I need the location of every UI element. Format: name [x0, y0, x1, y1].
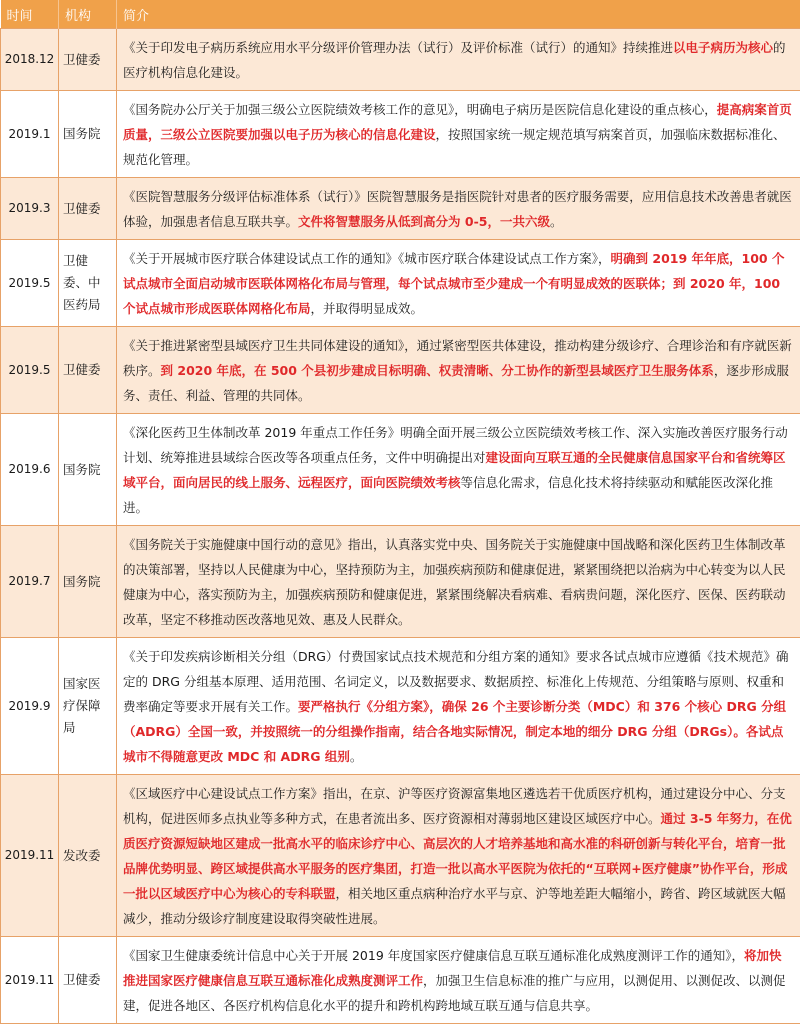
row-org: 卫健委 — [59, 178, 117, 240]
highlight-text: 到 2020 年底，在 500 个县初步建成目标明确、权责清晰、分工协作的新型县域医疗卫生服务体系 — [161, 363, 714, 378]
highlight-text: 文件将智慧服务从低到高分为 0-5，一共六级 — [298, 214, 550, 229]
table-row — [1, 937, 800, 1024]
row-description — [117, 327, 800, 414]
header-desc: 简介 — [117, 0, 800, 29]
row-time: 2019.5 — [1, 327, 59, 414]
description-text: 《国务院办公厅关于加强三级公立医院绩效考核工作的意见》，明确电子病历是医院信息化建设的重点核心， — [123, 102, 717, 117]
description-text: ，加强卫生信息标准的推广与应用，以测促用、以测促改、以测促建，促进各地区、各医疗机构信息化水平的提升和跨机构跨地域互联互通与信息共享。 — [123, 973, 786, 1013]
description-text: 《区域医疗中心建设试点工作方案》指出，在京、沪等医疗资源富集地区遴选若干优质医疗机构，通过建设分中心、分支机构，促进医师多点执业等多种方式，在患者流出多、医疗资源相对薄弱地区建设区域医疗中心。 — [123, 786, 786, 826]
header-org: 机构 — [59, 0, 117, 29]
row-time: 2019.1 — [1, 91, 59, 178]
row-org: 卫健委 — [59, 327, 117, 414]
highlight-text: 通过 3-5 年努力，在优质医疗资源短缺地区建成一批高水平的临床诊疗中心、高层次的人才培养基地和高水准的科研创新与转化平台，培育一批品牌优势明显、跨区域提供高水平服务的医疗集团，打造一批以高水平医院为依托的“互联网+医疗健康”协作平台，形成一批以区域医疗中心为核心的专科联盟 — [123, 811, 792, 901]
row-time: 2019.11 — [1, 937, 59, 1024]
row-org: 发改委 — [59, 775, 117, 937]
row-description — [117, 775, 800, 937]
description-text: ，相关地区重点病种治疗水平与京、沪等地差距大幅缩小，跨省、跨区域就医大幅减少，推动分级诊疗制度建设取得突破性进展。 — [123, 886, 786, 926]
header-time: 时间 — [1, 0, 59, 29]
table-header — [1, 0, 800, 29]
table-row — [1, 414, 800, 526]
description-text: ，按照国家统一规定规范填写病案首页，加强临床数据标准化、规范化管理。 — [123, 127, 786, 167]
row-description — [117, 414, 800, 526]
row-org: 国家医疗保障局 — [59, 638, 117, 775]
table-body — [1, 29, 800, 1024]
description-text: 等信息化需求，信息化技术将持续驱动和赋能医改深化推进。 — [123, 475, 773, 515]
row-org: 卫健委 — [59, 937, 117, 1024]
highlight-text: 建设面向互联互通的全民健康信息国家平台和省统筹区域平台，面向居民的线上服务、远程医疗，面向医院绩效考核 — [123, 450, 786, 490]
row-time: 2019.7 — [1, 526, 59, 638]
row-description — [117, 178, 800, 240]
table-row — [1, 638, 800, 775]
description-text: 《深化医药卫生体制改革 2019 年重点工作任务》明确全面开展三级公立医院绩效考核工作、深入实施改善医疗服务行动计划、统筹推进县域综合医改等各项重点任务，文件中明确提出对 — [123, 425, 788, 465]
row-time: 2019.5 — [1, 240, 59, 327]
description-text: 。 — [550, 214, 563, 229]
row-org: 卫健委 — [59, 29, 117, 91]
row-org: 卫健委、中医药局 — [59, 240, 117, 327]
table-row — [1, 775, 800, 937]
description-text: 《医院智慧服务分级评估标准体系（试行）》医院智慧服务是指医院针对患者的医疗服务需要，应用信息技术改善患者就医体验，加强患者信息互联共享。 — [123, 189, 792, 229]
row-time: 2019.11 — [1, 775, 59, 937]
row-description — [117, 638, 800, 775]
table-row — [1, 91, 800, 178]
table-row — [1, 29, 800, 91]
description-text: 《国家卫生健康委统计信息中心关于开展 2019 年度国家医疗健康信息互联互通标准化成熟度测评工作的通知》， — [123, 948, 744, 963]
description-text: 《关于印发疾病诊断相关分组（DRG）付费国家试点技术规范和分组方案的通知》要求各试点城市应遵循《技术规范》确定的 DRG 分组基本原理、适用范围、名词定义，以及数据要求、数据质控、标准化上传规范、分组策略与原则、权重和费率确定等要求开展有关工作。 — [123, 649, 789, 714]
row-time: 2019.9 — [1, 638, 59, 775]
row-description — [117, 526, 800, 638]
description-text: 《关于印发电子病历系统应用水平分级评价管理办法（试行）及评价标准（试行）的通知》持续推进 — [123, 40, 673, 55]
description-text: ，并取得明显成效。 — [311, 301, 424, 316]
table-row — [1, 327, 800, 414]
row-description — [117, 29, 800, 91]
highlight-text: 提高病案首页质量，三级公立医院要加强以电子历为核心的信息化建设 — [123, 102, 792, 142]
row-org: 国务院 — [59, 91, 117, 178]
row-description — [117, 91, 800, 178]
table-row — [1, 526, 800, 638]
row-description — [117, 937, 800, 1024]
row-time: 2018.12 — [1, 29, 59, 91]
description-text: 《关于开展城市医疗联合体建设试点工作的通知》《城市医疗联合体建设试点工作方案》， — [123, 251, 611, 266]
highlight-text: 要严格执行《分组方案》，确保 26 个主要诊断分类（MDC）和 376 个核心 DRG 分组（ADRG）全国一致，并按照统一的分组操作指南，结合各地实际情况，制定本地的细分 DRG 分组（DRGs）。各试点城市不得随意更改 MDC 和 ADRG 组别 — [123, 699, 786, 764]
description-text: 《国务院关于实施健康中国行动的意见》指出，认真落实党中央、国务院关于实施健康中国战略和深化医药卫生体制改革的决策部署，坚持以人民健康为中心，坚持预防为主，加强疾病预防和健康促进，紧紧围绕把以治病为中心转变为以人民健康为中心，落实预防为主，加强疾病预防和健康促进，紧紧围绕解决看病难、看病贵问题，深化医疗、医保、医药联动改革，坚定不移推动医改落地见效、惠及人民群众。 — [123, 537, 786, 627]
row-org: 国务院 — [59, 526, 117, 638]
description-text: ，逐步形成服务、责任、利益、管理的共同体。 — [123, 363, 789, 403]
row-time: 2019.6 — [1, 414, 59, 526]
row-org: 国务院 — [59, 414, 117, 526]
table-row — [1, 178, 800, 240]
highlight-text: 明确到 2019 年年底，100 个试点城市全面启动城市医联体网格化布局与管理，每个试点城市至少建成一个有明显成效的医联体；到 2020 年，100 个试点城市形成医联体网格化布局 — [123, 251, 784, 316]
row-time: 2019.3 — [1, 178, 59, 240]
highlight-text: 以电子病历为核心 — [673, 40, 773, 55]
description-text: 的医疗机构信息化建设。 — [123, 40, 786, 80]
highlight-text: 将加快推进国家医疗健康信息互联互通标准化成熟度测评工作 — [123, 948, 782, 988]
description-text: 。 — [350, 749, 363, 764]
table-row — [1, 240, 800, 327]
row-description — [117, 240, 800, 327]
description-text: 《关于推进紧密型县域医疗卫生共同体建设的通知》，通过紧密型医共体建设，推动构建分级诊疗、合理诊治和有序就医新秩序。 — [123, 338, 792, 378]
